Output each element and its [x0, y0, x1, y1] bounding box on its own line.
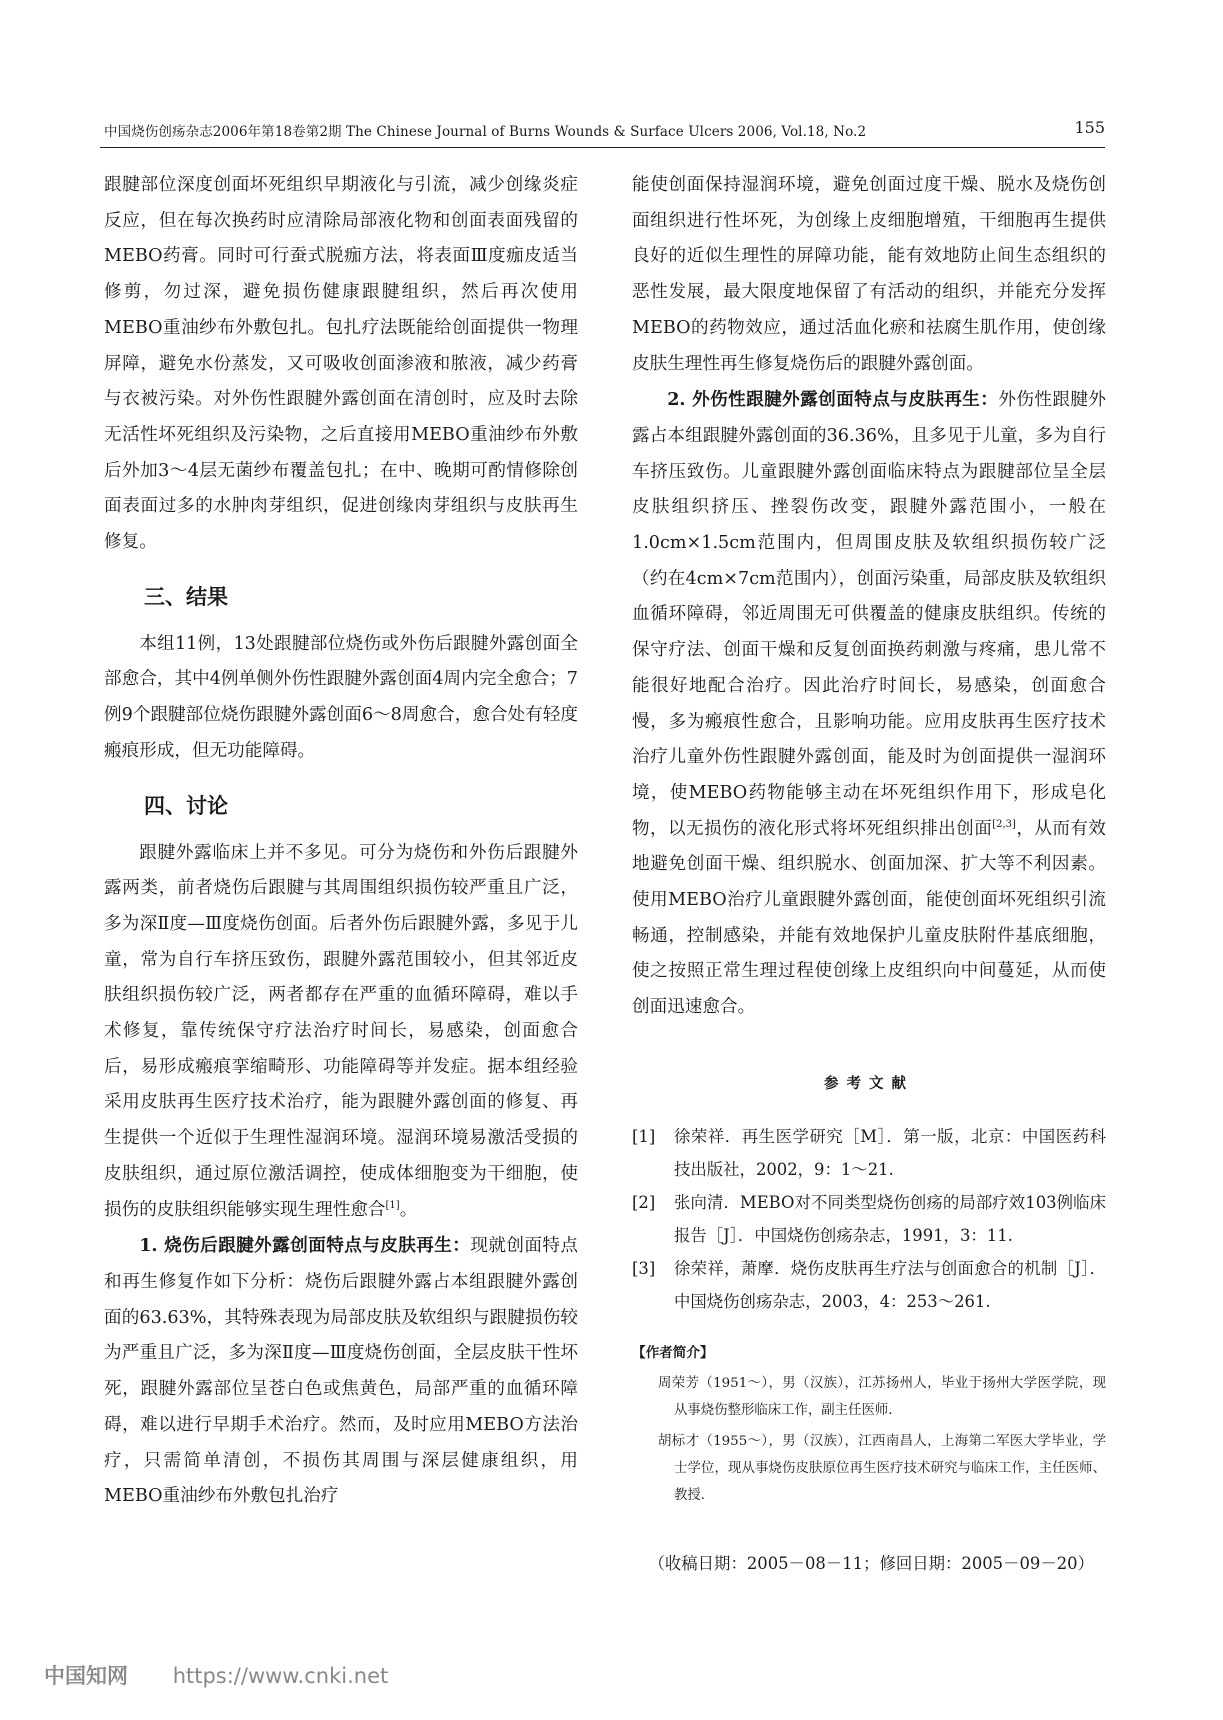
watermark-footer	[44, 1660, 388, 1690]
right-column	[632, 168, 1106, 1579]
citation-2-3: [2,3]	[992, 818, 1016, 830]
reference-item	[632, 1120, 1106, 1186]
reference-item	[632, 1252, 1106, 1318]
reference-item	[632, 1186, 1106, 1252]
paragraph-trauma-subsection	[632, 382, 1106, 1026]
references-list	[632, 1120, 1106, 1318]
author-info-heading: 【作者简介】	[632, 1344, 714, 1361]
received-dates: （收稿日期：2005－08－11；修回日期：2005－09－20）	[648, 1553, 1094, 1573]
cnki-url: https://www.cnki.net	[172, 1664, 389, 1688]
author-bio: 胡标才（1955～），男（汉族），江西南昌人，上海第二军医大学毕业，学士学位，现从事烧伤皮肤原位再生医疗技术研究与临床工作，主任医师、教授．	[658, 1433, 1106, 1503]
trauma-subsection-end: ，从而有效地避免创面干燥、组织脱水、创面加深、扩大等不利因素。使用MEBO治疗儿童跟腱外露创面，能使创面坏死组织引流畅通，控制感染，并能有效地保护儿童皮肤附件基底细胞，使之按照正常生理过程使创缘上皮组织向中间蔓延，从而使创面迅速愈合。	[632, 818, 1106, 1018]
reference-text: 徐荣祥．再生医学研究［M］．第一版，北京：中国医药科技出版社，2002，9：1～21.	[674, 1126, 1106, 1179]
paragraph-burn-cont: 能使创面保持湿润环境，避免创面过度干燥、脱水及烧伤创面组织进行性坏死，为创缘上皮细胞增殖，干细胞再生提供良好的近似生理性的屏障功能，能有效地防止间生态组织的恶性发展，最大限度地保留了有活动的组织，并能充分发挥MEBO的药物效应，通过活血化瘀和祛腐生肌作用，使创缘皮肤生理性再生修复烧伤后的跟腱外露创面。	[632, 175, 1106, 374]
author-bio: 周荣芳（1951～），男（汉族），江苏扬州人，毕业于扬州大学医学院，现从事烧伤整形临床工作，副主任医师．	[658, 1375, 1106, 1418]
reference-number: [3]	[632, 1258, 656, 1278]
paragraph-discussion	[104, 836, 578, 1229]
page-number: 155	[1074, 118, 1105, 137]
subsection-title-burn: 1. 烧伤后跟腱外露创面特点与皮肤再生：	[139, 1235, 471, 1257]
references-heading: 参考文献	[824, 1075, 914, 1092]
subsection-title-trauma: 2. 外伤性跟腱外露创面特点与皮肤再生：	[667, 389, 999, 411]
section-heading-results: 三、结果	[144, 584, 228, 609]
citation-1: [1]	[385, 1199, 400, 1211]
cnki-logo: 中国知网	[44, 1664, 128, 1688]
reference-text: 张向清．MEBO对不同类型烧伤创疡的局部疗效103例临床报告［J］．中国烧伤创疡杂志，1991，3：11.	[674, 1192, 1106, 1245]
reference-number: [1]	[632, 1126, 656, 1146]
burn-subsection-text: 现就创面特点和再生修复作如下分析：烧伤后跟腱外露占本组跟腱外露创面的63.63%，其特殊表现为局部皮肤及软组织与跟腱损伤较为严重且广泛，多为深Ⅱ度—Ⅲ度烧伤创面，全层皮肤干性坏死，跟腱外露部位呈苍白色或焦黄色，局部严重的血循环障碍，难以进行早期手术治疗。然而，及时应用MEBO方法治疗，只需简单清创，不损伤其周围与深层健康组织，用MEBO重油纱布外敷包扎治疗	[104, 1236, 578, 1507]
reference-text: 徐荣祥，萧摩．烧伤皮肤再生疗法与创面愈合的机制［J］．中国烧伤创疡杂志，2003，4：253～261.	[674, 1258, 1106, 1311]
journal-header-text: 中国烧伤创疡杂志2006年第18卷第2期 The Chinese Journal of Burns Wounds & Surface Ulcers 2006, Vol.18, No.2	[104, 124, 867, 140]
reference-number: [2]	[632, 1192, 656, 1212]
discussion-text: 跟腱外露临床上并不多见。可分为烧伤和外伤后跟腱外露两类，前者烧伤后跟腱与其周围组织损伤较严重且广泛，多为深Ⅱ度—Ⅲ度烧伤创面。后者外伤后跟腱外露，多见于儿童，常为自行车挤压致伤，跟腱外露范围较小，但其邻近皮肤组织损伤较广泛，两者都存在严重的血循环障碍，难以手术修复，靠传统保守疗法治疗时间长，易感染，创面愈合后，易形成瘢痕挛缩畸形、功能障碍等并发症。据本组经验采用皮肤再生医疗技术治疗，能为跟腱外露创面的修复、再生提供一个近似于生理性湿润环境。湿润环境易激活受损的皮肤组织，通过原位激活调控，使成体细胞变为干细胞，使损伤的皮肤组织能够实现生理性愈合	[104, 842, 578, 1220]
section-heading-discussion: 四、讨论	[144, 793, 228, 818]
paragraph-treatment-cont: 跟腱部位深度创面坏死组织早期液化与引流，减少创缘炎症反应，但在每次换药时应清除局部液化物和创面表面残留的MEBO药膏。同时可行蚕式脱痂方法，将表面Ⅲ度痂皮适当修剪，勿过深，避免损伤健康跟腱组织，然后再次使用MEBO重油纱布外敷包扎。包扎疗法既能给创面提供一物理屏障，避免水份蒸发，又可吸收创面渗液和脓液，减少药膏与衣被污染。对外伤性跟腱外露创面在清创时，应及时去除无活性坏死组织及污染物，之后直接用MEBO重油纱布外敷后外加3～4层无菌纱布覆盖包扎；在中、晚期可酌情修除创面表面过多的水肿肉芽组织，促进创缘肉芽组织与皮肤再生修复。	[104, 175, 578, 553]
discussion-end: 。	[399, 1199, 418, 1220]
paragraph-results: 本组11例，13处跟腱部位烧伤或外伤后跟腱外露创面全部愈合，其中4例单侧外伤性跟腱外露创面4周内完全愈合；7例9个跟腱部位烧伤跟腱外露创面6～8周愈合，愈合处有轻度瘢痕形成，但无功能障碍。	[104, 633, 578, 761]
paragraph-burn-subsection	[104, 1228, 578, 1515]
trauma-subsection-text: 外伤性跟腱外露占本组跟腱外露创面的36.36%，且多见于儿童，多为自行车挤压致伤。儿童跟腱外露创面临床特点为跟腱部位呈全层皮肤组织挤压、挫裂伤改变，跟腱外露范围小，一般在1.0cm×1.5cm范围内，但周围皮肤及软组织损伤较广泛（约在4cm×7cm范围内），创面污染重，局部皮肤及软组织血循环障碍，邻近周围无可供覆盖的健康皮肤组织。传统的保守疗法、创面干燥和反复创面换药刺激与疼痛，患儿常不能很好地配合治疗。因此治疗时间长，易感染，创面愈合慢，多为瘢痕性愈合，且影响功能。应用皮肤再生医疗技术治疗儿童外伤性跟腱外露创面，能及时为创面提供一湿润环境，使MEBO药物能够主动在坏死组织作用下，形成皂化物，以无损伤的液化形式将坏死组织排出创面	[632, 390, 1106, 839]
running-header	[100, 118, 1105, 144]
header-rule	[100, 147, 1105, 148]
left-column	[104, 168, 578, 1515]
